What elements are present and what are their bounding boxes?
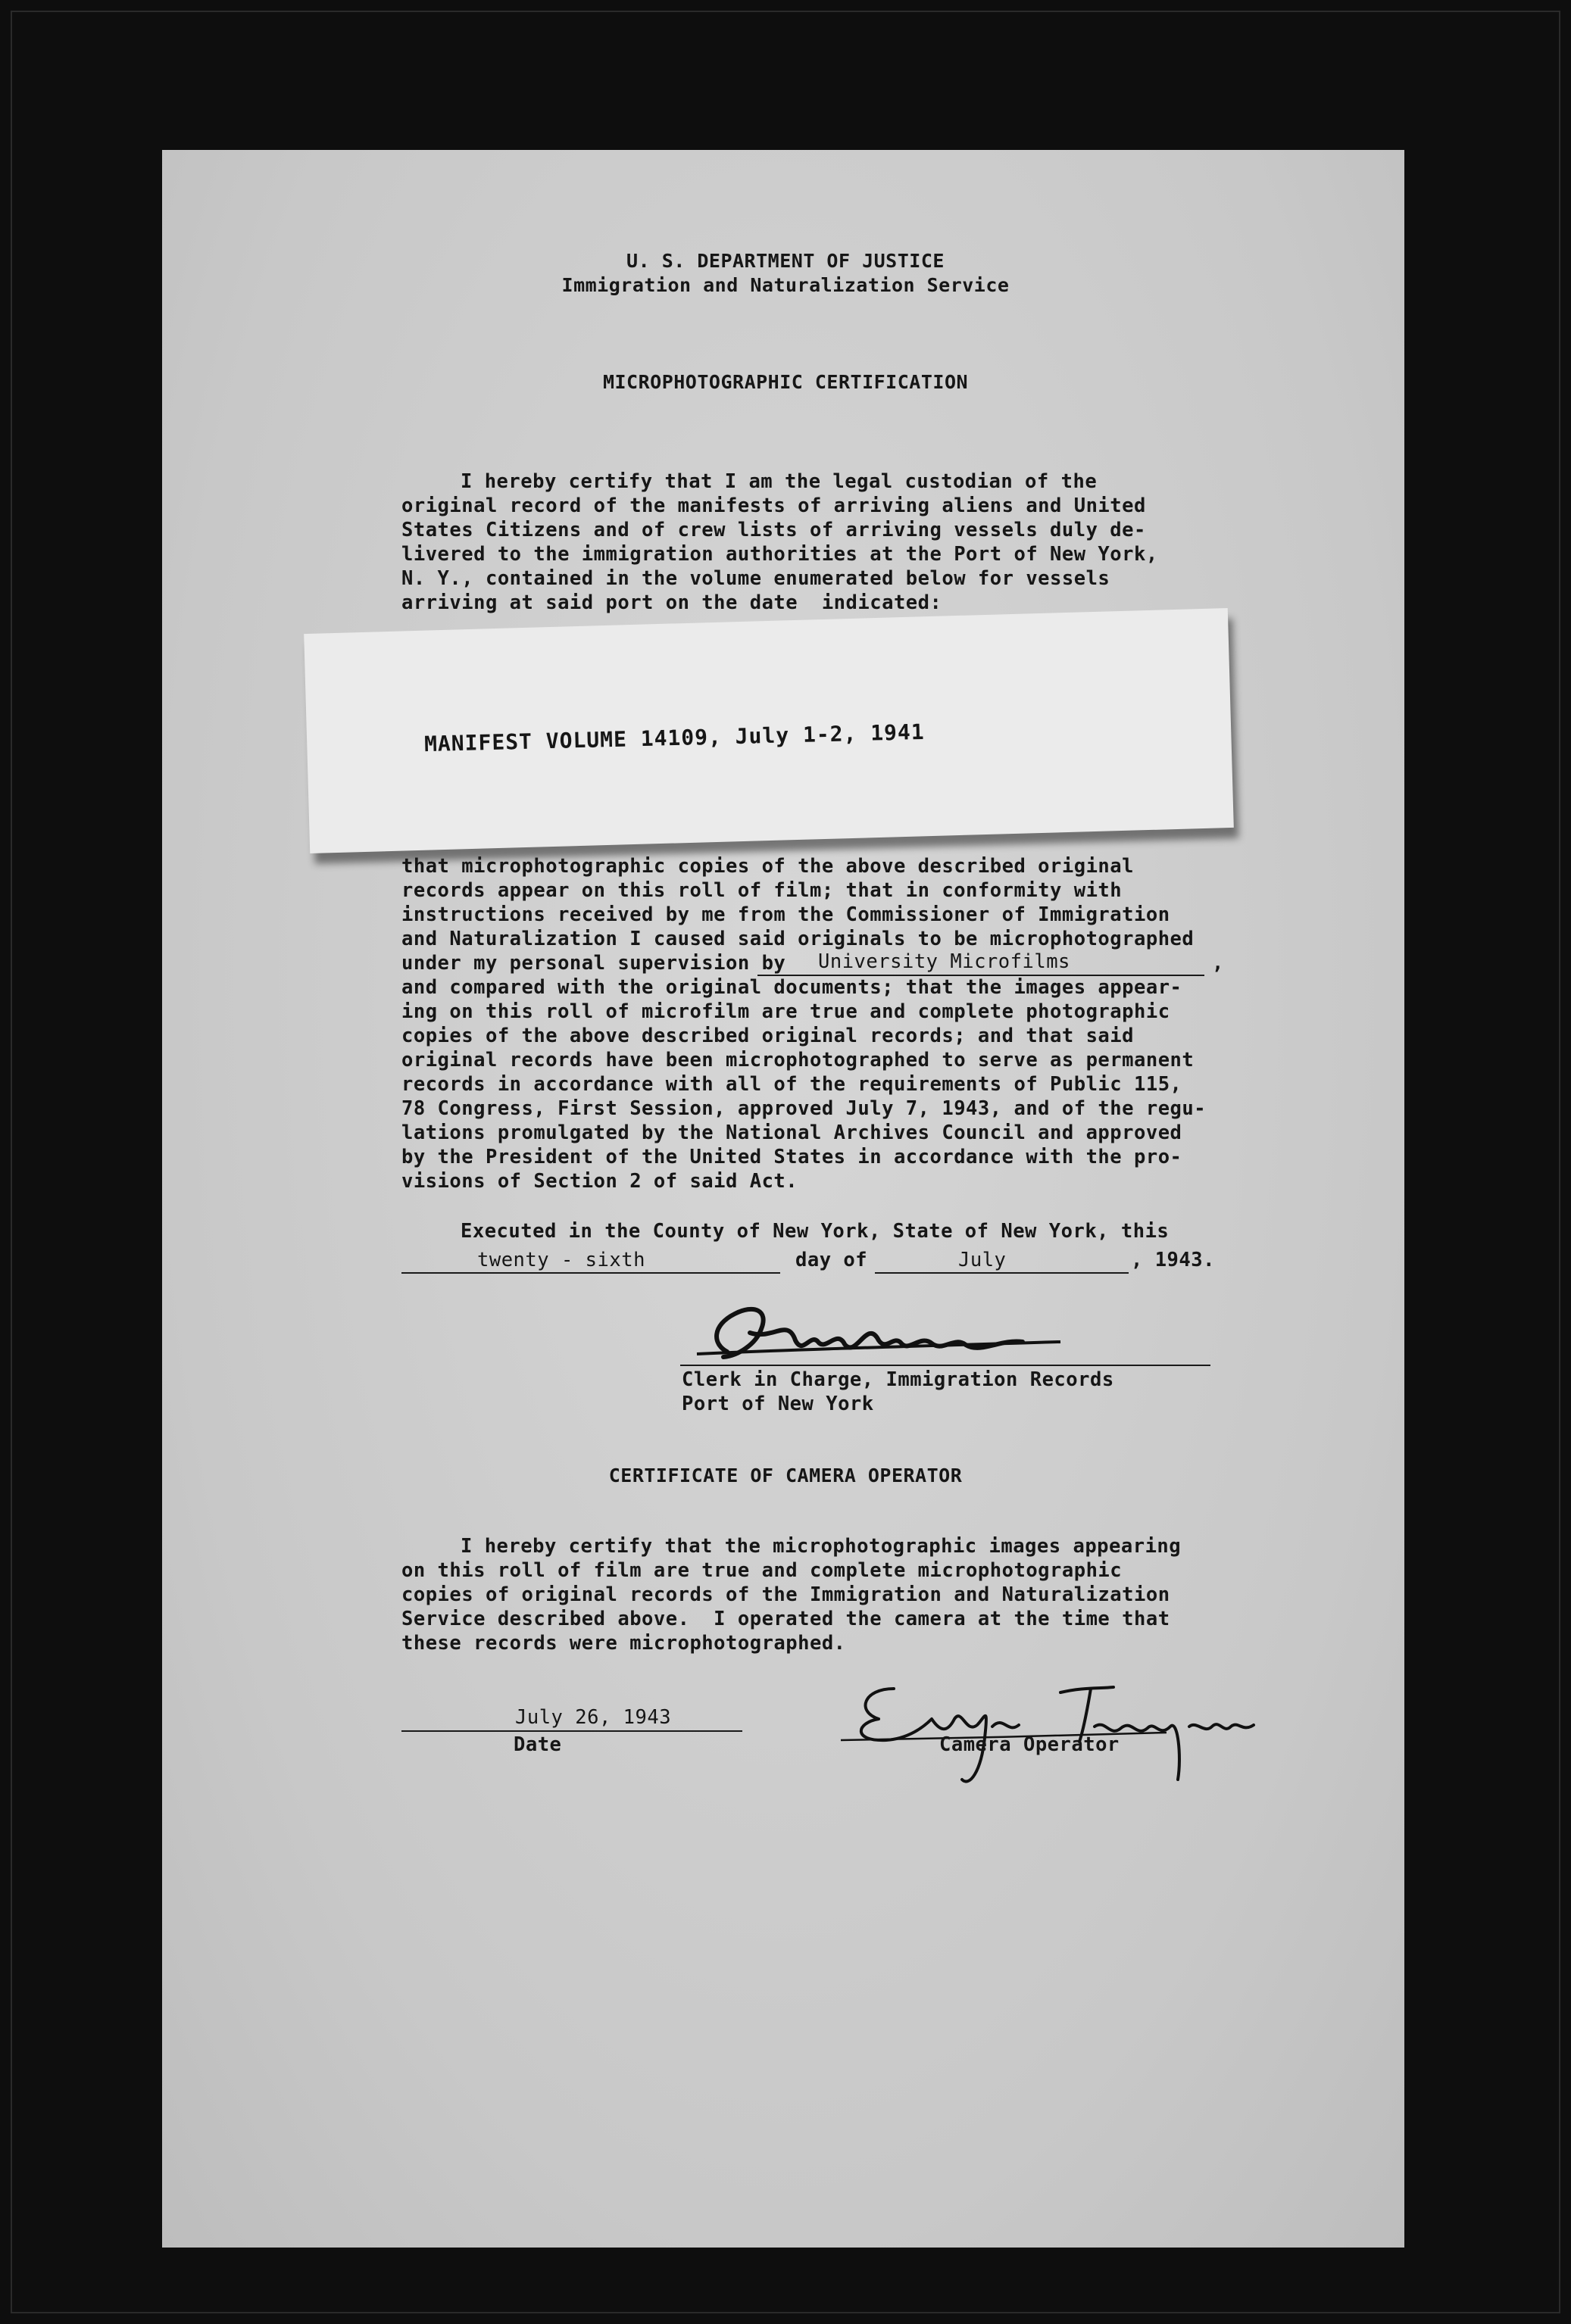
intro-line: arriving at said port on the date indicated: [401, 591, 942, 614]
execution-day: twenty - sixth [477, 1249, 645, 1271]
body-line: original records have been microphotographed to serve as permanent [401, 1049, 1195, 1072]
execution-month: July [958, 1249, 1007, 1271]
camera-line: Service described above. I operated the camera at the time that [401, 1608, 1170, 1630]
intro-line: N. Y., contained in the volume enumerated below for vessels [401, 567, 1110, 590]
camera-line: these records were microphotographed. [401, 1632, 846, 1655]
page-title: MICROPHOTOGRAPHIC CERTIFICATION [602, 371, 969, 393]
executed-statement: Executed in the County of New York, State of New York, this [461, 1220, 1170, 1243]
date-line [401, 1730, 742, 1732]
certificate-page [162, 150, 1404, 2248]
camera-line: copies of original records of the Immigration and Naturalization [401, 1583, 1170, 1606]
body-line: records in accordance with all of the requirements of Public 115, [401, 1073, 1182, 1096]
camera-line: I hereby certify that the microphotographic images appearing [461, 1535, 1182, 1558]
body-line: instructions received by me from the Commissioner of Immigration [401, 903, 1170, 926]
camera-operator-label: Camera Operator [939, 1733, 1120, 1756]
camera-certificate-title: CERTIFICATE OF CAMERA OPERATOR [608, 1465, 963, 1486]
day-of-label: day of [795, 1249, 868, 1271]
body-line: and Naturalization I caused said originals to be microphotographed [401, 928, 1195, 950]
clerk-signature-line [680, 1365, 1210, 1366]
body-line: visions of Section 2 of said Act. [401, 1170, 798, 1193]
body-line: and compared with the original documents; that the images appear- [401, 976, 1182, 999]
service-heading: Immigration and Naturalization Service [561, 274, 1010, 296]
body-line: that microphotographic copies of the above described original [401, 855, 1134, 878]
date-label: Date [514, 1733, 562, 1756]
body-line: 78 Congress, First Session, approved July 7, 1943, and of the regu- [401, 1097, 1207, 1120]
manifest-volume-label: MANIFEST VOLUME 14109, July 1-2, 1941 [423, 719, 926, 757]
clerk-title: Clerk in Charge, Immigration Records [682, 1368, 1114, 1391]
intro-line: I hereby certify that I am the legal custodian of the [461, 470, 1098, 493]
body-line: by the President of the United States in accordance with the pro- [401, 1146, 1182, 1168]
body-line: ing on this roll of microfilm are true and complete photographic [401, 1000, 1170, 1023]
body-line: lations promulgated by the National Archives Council and approved [401, 1121, 1182, 1144]
body-line: records appear on this roll of film; that in conformity with [401, 879, 1123, 902]
body-line: under my personal supervision by [401, 952, 786, 975]
clerk-signature [682, 1287, 1076, 1371]
body-line: copies of the above described original records; and that said [401, 1025, 1134, 1047]
supervisor-comma: , [1212, 952, 1224, 975]
department-heading: U. S. DEPARTMENT OF JUSTICE [626, 250, 945, 272]
clerk-port: Port of New York [682, 1393, 874, 1415]
day-underline [401, 1272, 780, 1274]
intro-line: livered to the immigration authorities at the Port of New York, [401, 543, 1158, 566]
operator-date: July 26, 1943 [515, 1706, 672, 1729]
supervisor-name: University Microfilms [818, 950, 1070, 973]
camera-line: on this roll of film are true and complete microphotographic [401, 1559, 1123, 1582]
intro-line: original record of the manifests of arriving aliens and United [401, 494, 1146, 517]
intro-line: States Citizens and of crew lists of arriving vessels duly de- [401, 519, 1146, 541]
execution-year: , 1943. [1131, 1249, 1215, 1271]
month-underline [875, 1272, 1129, 1274]
